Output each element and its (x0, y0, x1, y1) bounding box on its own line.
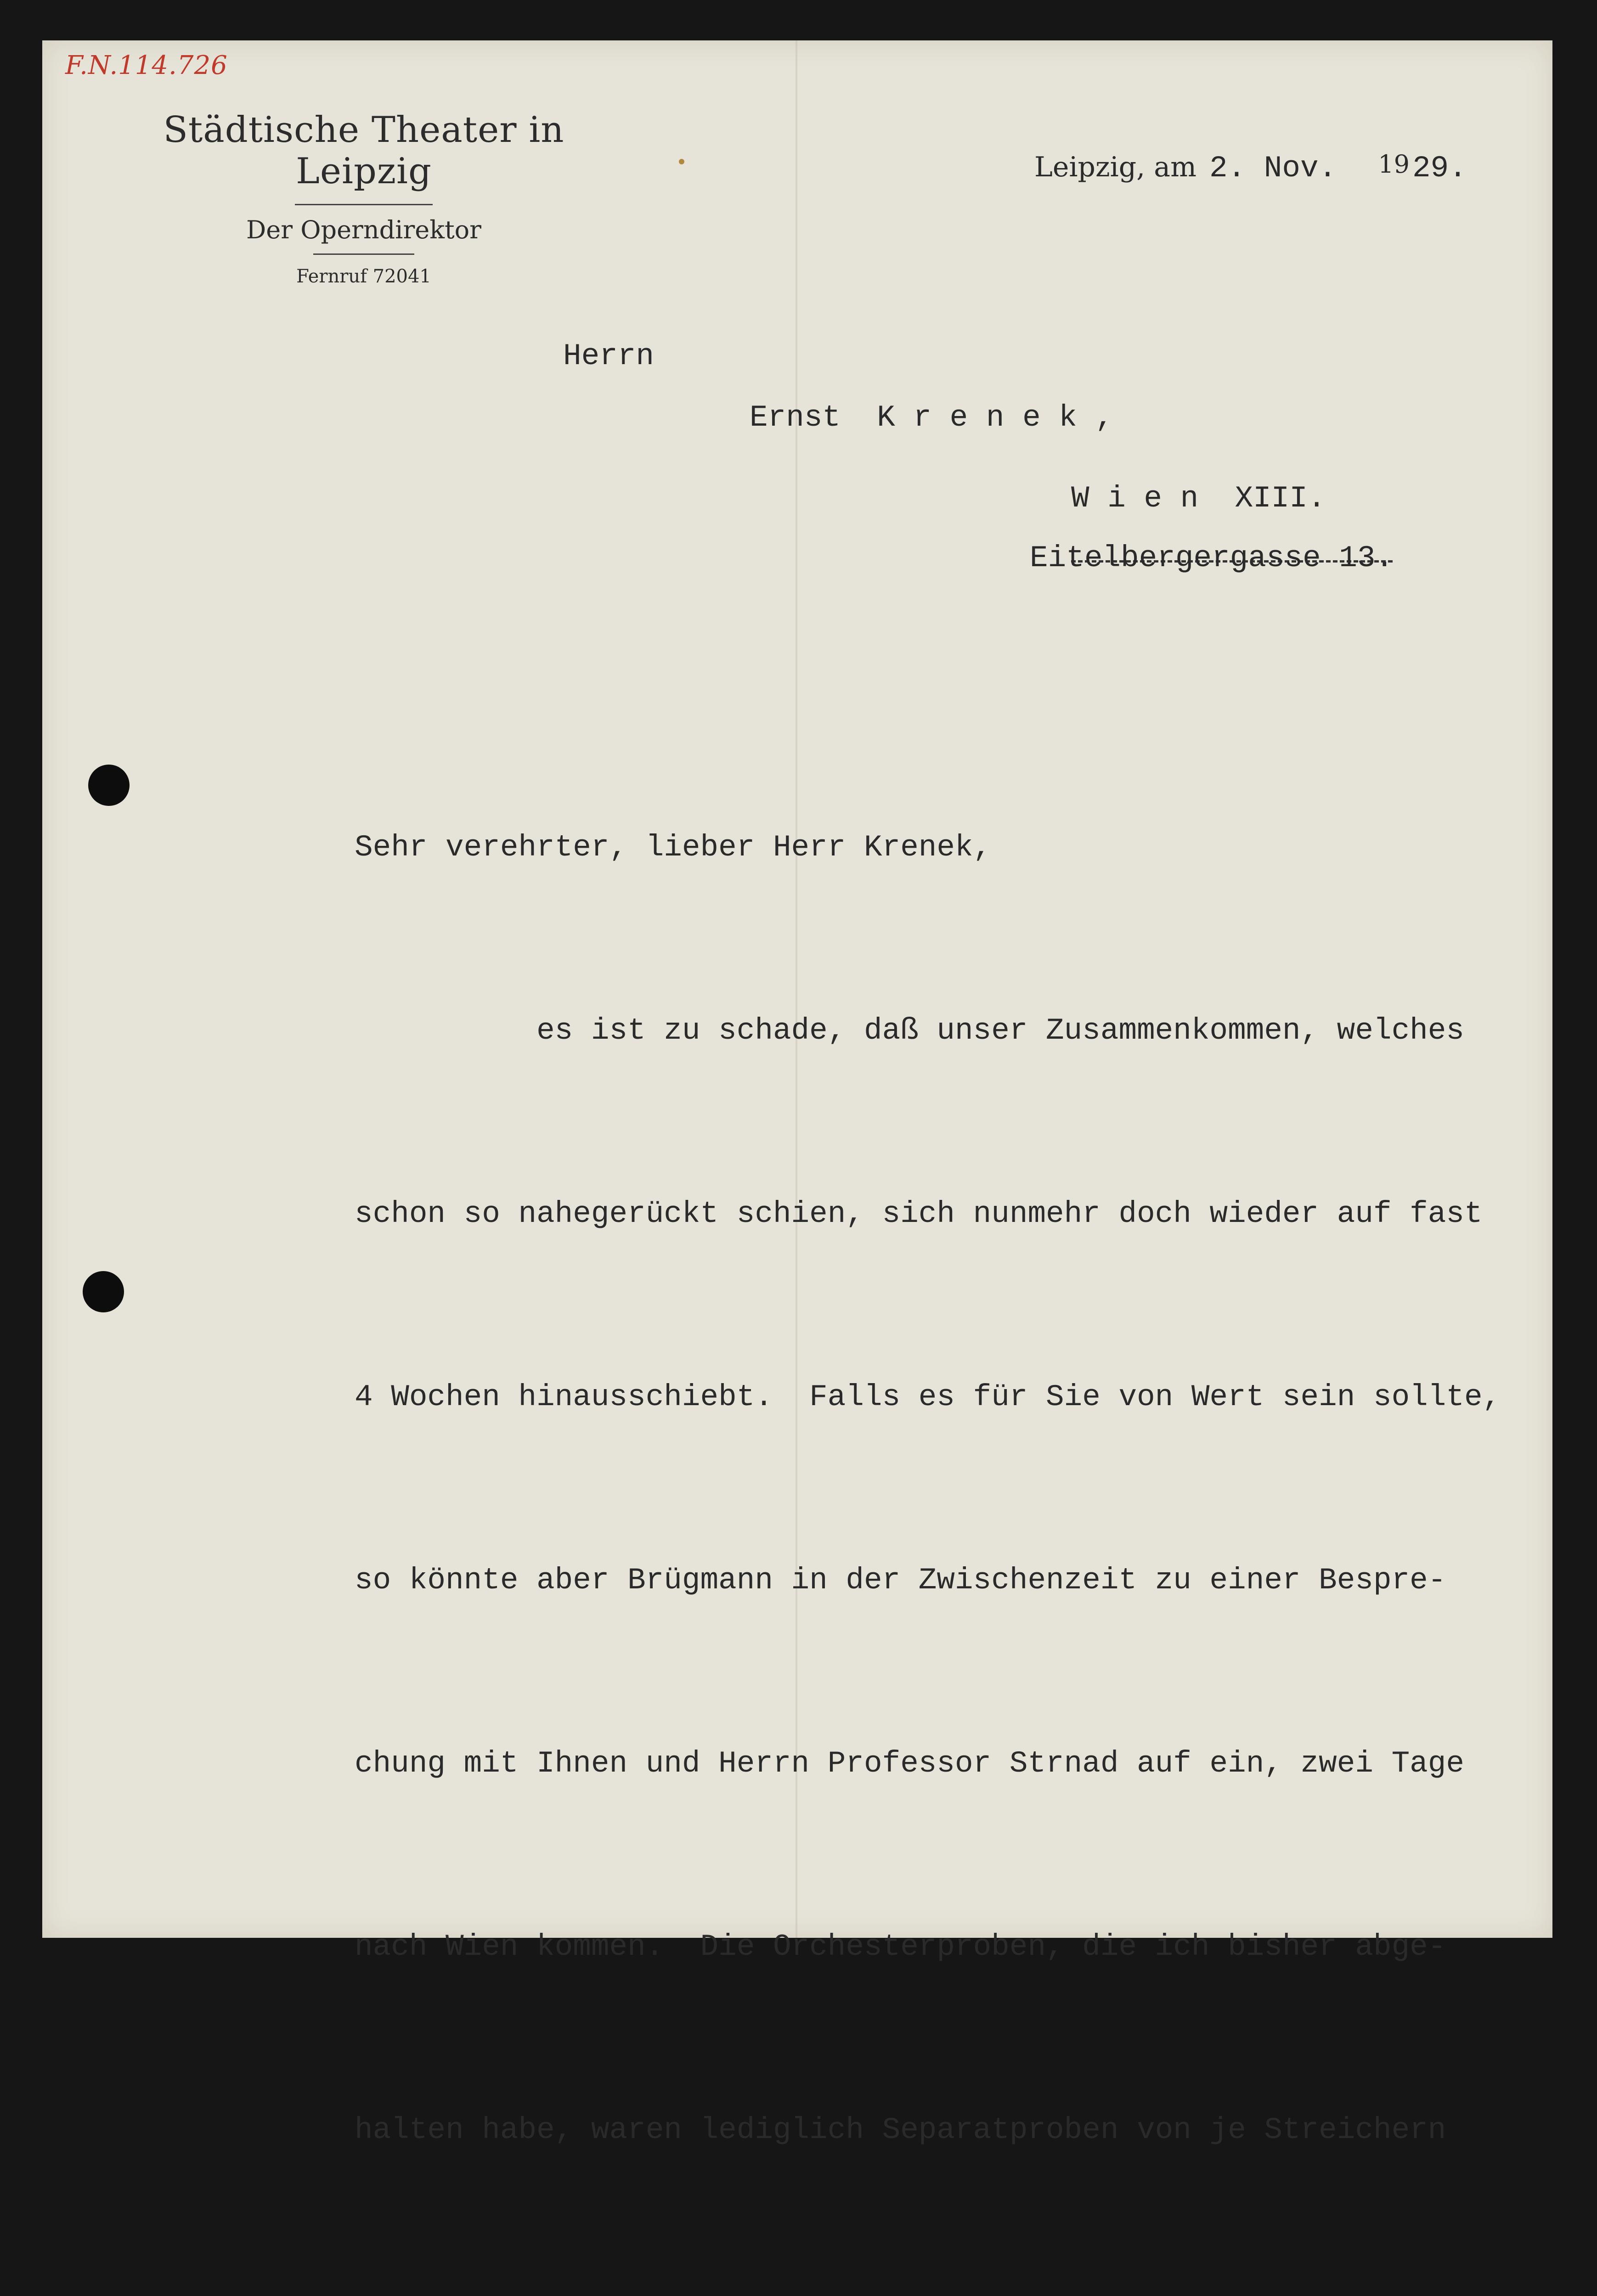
punch-hole (88, 765, 130, 806)
letter-page (42, 40, 1552, 2147)
letter-body (355, 695, 1567, 2296)
body-line: es ist zu schade, daß unser Zusammenkommen, welches (355, 1013, 1464, 1048)
body-line: halten habe, waren lediglich Separatproben von je Streichern (355, 2113, 1446, 2147)
recipient-salutation: Herrn (563, 339, 655, 373)
letter-date (1034, 150, 1467, 186)
letterhead-phone: Fernruf 72041 (296, 266, 431, 287)
punch-hole (83, 1271, 124, 1312)
recipient-city: W i e n XIII. (1071, 481, 1326, 516)
letterhead-institution: Städtische Theater in Leipzig (163, 109, 564, 192)
body-line: nach Wien kommen. Die Orchesterproben, die ich bisher abge- (355, 1930, 1446, 1964)
body-line (355, 2283, 1567, 2296)
date-place: Leipzig, am (1034, 151, 1196, 183)
body-line: Sehr verehrter, lieber Herr Krenek, (355, 830, 992, 865)
body-line: chung mit Ihnen und Herrn Professor Strnad auf ein, zwei Tage (355, 1746, 1464, 1781)
letterhead-divider (295, 204, 433, 205)
ink-spot (679, 159, 684, 164)
date-year: 29. (1412, 151, 1467, 186)
letterhead-divider (313, 253, 414, 255)
date-century: 19 (1378, 150, 1410, 179)
body-line: so könnte aber Brügmann in der Zwischenzeit zu einer Bespre- (355, 1563, 1446, 1598)
body-line: schon so nahegerückt schien, sich nunmehr doch wieder auf fast (355, 1197, 1483, 1231)
archive-number: F.N.114.726 (65, 51, 228, 80)
recipient-name: Ernst K r e n e k , (750, 400, 1114, 435)
date-day-month: 2. Nov. (1209, 151, 1337, 186)
letterhead-role: Der Operndirektor (246, 215, 481, 244)
recipient-street: Eitelbergergasse 13. (1030, 541, 1394, 575)
body-line: 4 Wochen hinausschiebt. Falls es für Sie von Wert sein sollte, (355, 1380, 1501, 1414)
letterhead (107, 109, 621, 287)
